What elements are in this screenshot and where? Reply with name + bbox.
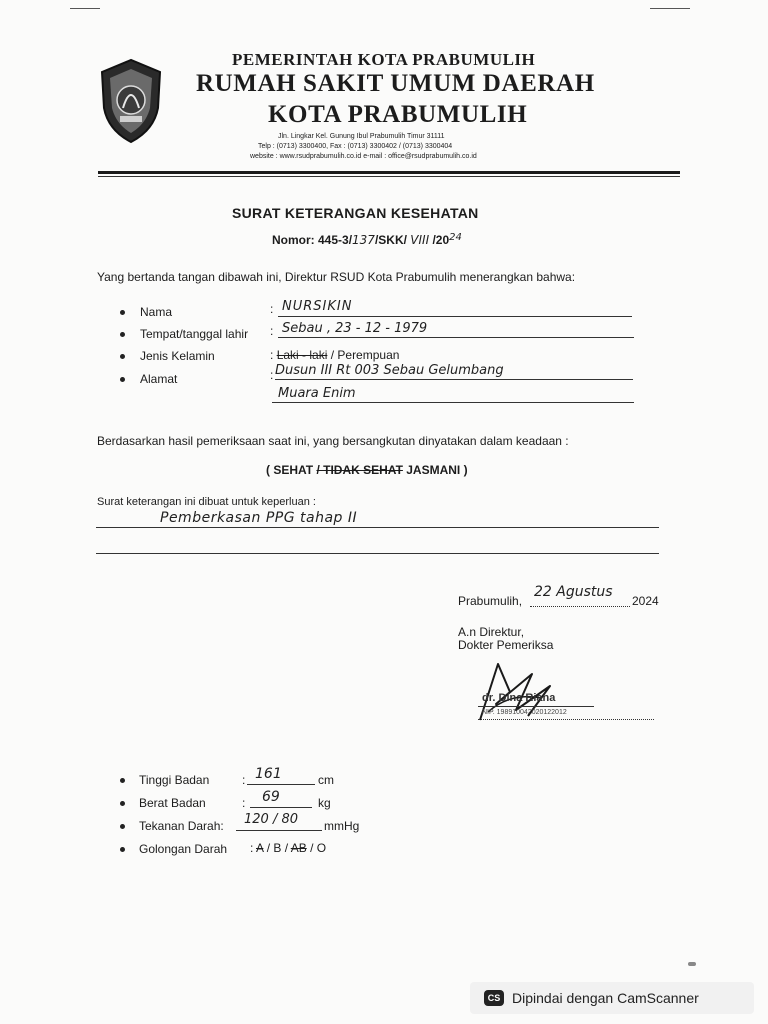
sign-date: 22 Agustus	[534, 584, 613, 600]
underline	[250, 807, 312, 808]
doctor-name: dr. Dina Riana	[482, 692, 556, 704]
alamat-value-line1: Dusun III Rt 003 Sebau Gelumbang	[275, 363, 504, 378]
jk-value	[270, 348, 399, 362]
camscanner-watermark	[470, 982, 754, 1014]
nomor-num: 137	[352, 233, 375, 247]
document-number	[272, 232, 462, 247]
berat-label: Berat Badan	[139, 796, 206, 810]
nomor-month: VIII	[410, 233, 430, 247]
bullet	[120, 310, 125, 315]
scan-speck	[688, 962, 696, 966]
tinggi-label: Tinggi Badan	[139, 773, 210, 787]
tinggi-unit: cm	[318, 773, 334, 787]
intro-text: Yang bertanda tangan dibawah ini, Direktur RSUD Kota Prabumulih menerangkan bahwa:	[97, 270, 576, 284]
signature-dotted-line	[478, 719, 654, 720]
nama-label: Nama	[140, 305, 173, 319]
jk-selected-option: / Perempuan	[330, 348, 400, 362]
sign-role-2: Dokter Pemeriksa	[458, 638, 554, 652]
scan-mark	[70, 8, 100, 9]
berat-unit: kg	[318, 796, 331, 810]
gol-colon: :	[250, 841, 254, 855]
bullet	[120, 847, 125, 852]
ttl-colon: :	[270, 324, 274, 338]
nomor-sep: /20	[432, 233, 450, 247]
gol-option-ab: AB	[290, 841, 307, 855]
underline	[278, 316, 632, 317]
purpose-text: Surat keterangan ini dibuat untuk keperluan :	[97, 496, 316, 508]
tinggi-value: 161	[255, 766, 282, 782]
berat-value: 69	[262, 789, 280, 805]
letterhead-city: KOTA PRABUMULIH	[268, 101, 528, 128]
nomor-prefix: Nomor: 445-3/	[272, 233, 353, 247]
tinggi-colon: :	[242, 773, 246, 787]
health-status	[266, 463, 468, 477]
nama-value: NURSIKIN	[282, 299, 353, 314]
sign-role-1: A.n Direktur,	[458, 625, 525, 639]
bullet	[120, 332, 125, 337]
header-divider	[98, 171, 680, 174]
camscanner-text: Dipindai dengan CamScanner	[512, 990, 699, 1006]
status-sehat: ( SEHAT	[266, 463, 314, 477]
gol-label: Golongan Darah	[139, 842, 228, 856]
date-dotted-line	[530, 606, 630, 607]
bullet	[120, 824, 125, 829]
doctor-underline	[478, 706, 594, 707]
jk-colon: :	[270, 348, 274, 362]
letterhead-phone: Telp : (0713) 3300400, Fax : (0713) 3300402 / (0713) 3300404	[258, 143, 453, 150]
tensi-unit: mmHg	[324, 819, 360, 833]
alamat-colon: :	[270, 368, 274, 382]
camscanner-logo-icon: CS	[484, 990, 504, 1006]
berat-colon: :	[242, 796, 246, 810]
gol-option-a: A	[256, 841, 264, 855]
doctor-nip: NIP. 198910042020122012	[482, 709, 567, 716]
jk-struck-option: Laki - laki	[276, 348, 328, 362]
status-struck: / TIDAK SEHAT	[316, 463, 403, 477]
sign-place: Prabumulih,	[458, 594, 523, 608]
ttl-label: Tempat/tanggal lahir	[140, 327, 249, 341]
underline	[96, 527, 659, 528]
blood-type-options	[250, 841, 326, 855]
underline	[278, 337, 634, 338]
alamat-value-line2: Muara Enim	[278, 386, 356, 401]
status-jasmani: JASMANI )	[406, 463, 468, 477]
bullet	[120, 778, 125, 783]
scan-mark	[650, 8, 690, 9]
underline	[247, 784, 315, 785]
bullet	[120, 377, 125, 382]
underline	[236, 830, 322, 831]
bullet	[120, 354, 125, 359]
letterhead-government: PEMERINTAH KOTA PRABUMULIH	[232, 50, 536, 69]
tensi-value: 120 / 80	[244, 812, 298, 827]
letterhead-address: Jln. Lingkar Kel. Gunung Ibul Prabumulih Timur 31111	[278, 133, 445, 140]
jk-label: Jenis Kelamin	[140, 349, 215, 363]
letterhead-hospital: RUMAH SAKIT UMUM DAERAH	[196, 70, 595, 97]
alamat-label: Alamat	[140, 372, 178, 386]
gol-option-o: / O	[310, 841, 327, 855]
tensi-label: Tekanan Darah:	[139, 819, 224, 833]
bullet	[120, 801, 125, 806]
document-title: SURAT KETERANGAN KESEHATAN	[232, 205, 479, 221]
ttl-value: Sebau , 23 - 12 - 1979	[282, 321, 428, 336]
header-divider-thin	[98, 176, 680, 177]
gol-option-b: / B /	[266, 841, 289, 855]
underline	[96, 553, 659, 554]
nama-colon: :	[270, 302, 274, 316]
exam-text: Berdasarkan hasil pemeriksaan saat ini, yang bersangkutan dinyatakan dalam keadaan :	[97, 434, 569, 448]
nomor-mid: /SKK/	[374, 233, 407, 247]
letterhead-web: website : www.rsudprabumulih.co.id e-mail : office@rsudprabumulih.co.id	[250, 153, 477, 160]
purpose-value: Pemberkasan PPG tahap II	[160, 510, 358, 526]
underline	[272, 402, 634, 403]
nomor-year: 24	[449, 232, 462, 243]
sign-year: 2024	[632, 594, 659, 608]
city-emblem-icon	[96, 58, 166, 144]
underline	[275, 379, 633, 380]
